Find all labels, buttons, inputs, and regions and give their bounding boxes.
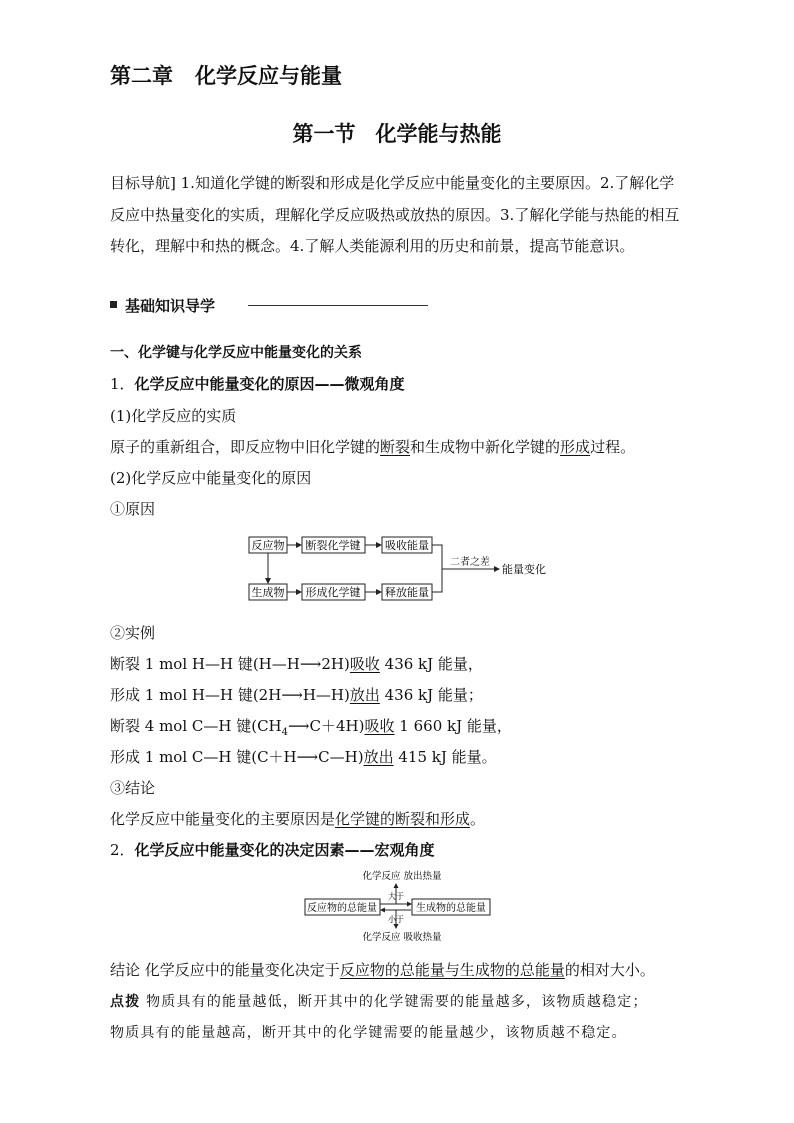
part1-heading: 一、化学键与化学反应中能量变化的关系 (110, 345, 362, 361)
product-energy-box: 生成物的总能量 (416, 903, 486, 914)
release-energy-box: 释放能量 (385, 586, 429, 599)
energy-change-label: 能量变化 (502, 563, 546, 576)
greater-label: 大于 (388, 892, 404, 901)
example-row: 断裂 4 mol C—H 键$(CH_4⟶C+4H)$吸收 1 660 kJ 能量， (110, 717, 512, 738)
form-bond-box: 形成化学键 (305, 586, 361, 599)
item1-text: 原子的重新组合，即反应物中旧化学键的断裂和生成物中新化学键的形成过程。 (110, 438, 636, 456)
reactant-energy-box: 反应物的总能量 (307, 903, 377, 914)
example-row: 断裂 1 mol H—H 键(H—H⟶2H)吸收 436 kJ 能量， (110, 655, 483, 673)
cause-label: ①原因 (110, 500, 156, 518)
break-bond-box: 断裂化学键 (305, 539, 361, 552)
goals-label: 目标导航] (110, 174, 176, 192)
examples-label: ②实例 (110, 624, 156, 642)
tip-label: 点拨 (110, 994, 141, 1010)
arrow-icon: ⟶ (281, 686, 303, 704)
conclusion-label: ③结论 (110, 779, 156, 797)
example-row: 形成 1 mol H—H 键(2H⟶H—H)放出 436 kJ 能量； (110, 686, 483, 704)
example-row: 形成 1 mol C—H 键(C＋H⟶C—H)放出 415 kJ 能量。 (110, 748, 497, 766)
arrow-icon: ⟶ (288, 717, 310, 735)
item1-title: (1)化学反应的实质 (110, 407, 237, 425)
sub1-heading: 1．化学反应中能量变化的原因——微观角度 (110, 375, 405, 393)
product-box: 生成物 (251, 586, 285, 599)
section-title: 第一节 化学能与热能 (292, 122, 502, 146)
reactant-box: 反应物 (251, 539, 285, 552)
conclusion-text: 化学反应中能量变化的主要原因是化学键的断裂和形成。 (110, 810, 486, 828)
arrow-icon: ⟶ (299, 655, 322, 673)
basics-heading: 基础知识导学 (110, 296, 215, 316)
difference-label: 二者之差 (450, 557, 490, 568)
sub2-heading: 2．化学反应中能量变化的决定因素——宏观角度 (110, 841, 435, 859)
goals-text: 1.知道化学键的断裂和形成是化学反应中能量变化的主要原因。2.了解化学反应中热量变化的实质，理解化学反应吸热或放热的原因。3.了解化学能与热能的相互转化，理解中和热的概念。4.了解人类能源利用的历史和前景，提高节能意识。 (110, 174, 680, 255)
chapter-title: 第二章 化学反应与能量 (110, 64, 342, 88)
item2-title: (2)化学反应中能量变化的原因 (110, 469, 312, 487)
conclusion2-text: 结论 化学反应中的能量变化决定于反应物的总能量与生成物的总能量的相对大小。 (110, 961, 655, 979)
absorb-heat-label: 化学反应 吸收热量 (362, 932, 442, 943)
square-bullet-icon (110, 301, 117, 308)
tip-line-2: 物质具有的能量越高，断开其中的化学键需要的能量越少，该物质越不稳定。 (110, 1025, 627, 1041)
less-label: 小于 (388, 915, 404, 924)
tip-line-1: 点拨 物质具有的能量越低，断开其中的化学键需要的能量越多，该物质越稳定； (110, 994, 648, 1010)
goals-paragraph (110, 168, 688, 263)
absorb-energy-box: 吸收能量 (385, 539, 429, 552)
energy-cause-diagram (244, 534, 554, 608)
release-heat-label: 化学反应 放出热量 (362, 871, 442, 882)
arrow-icon: ⟶ (296, 748, 319, 766)
energy-compare-diagram (300, 866, 500, 946)
heading-rule (248, 305, 428, 306)
